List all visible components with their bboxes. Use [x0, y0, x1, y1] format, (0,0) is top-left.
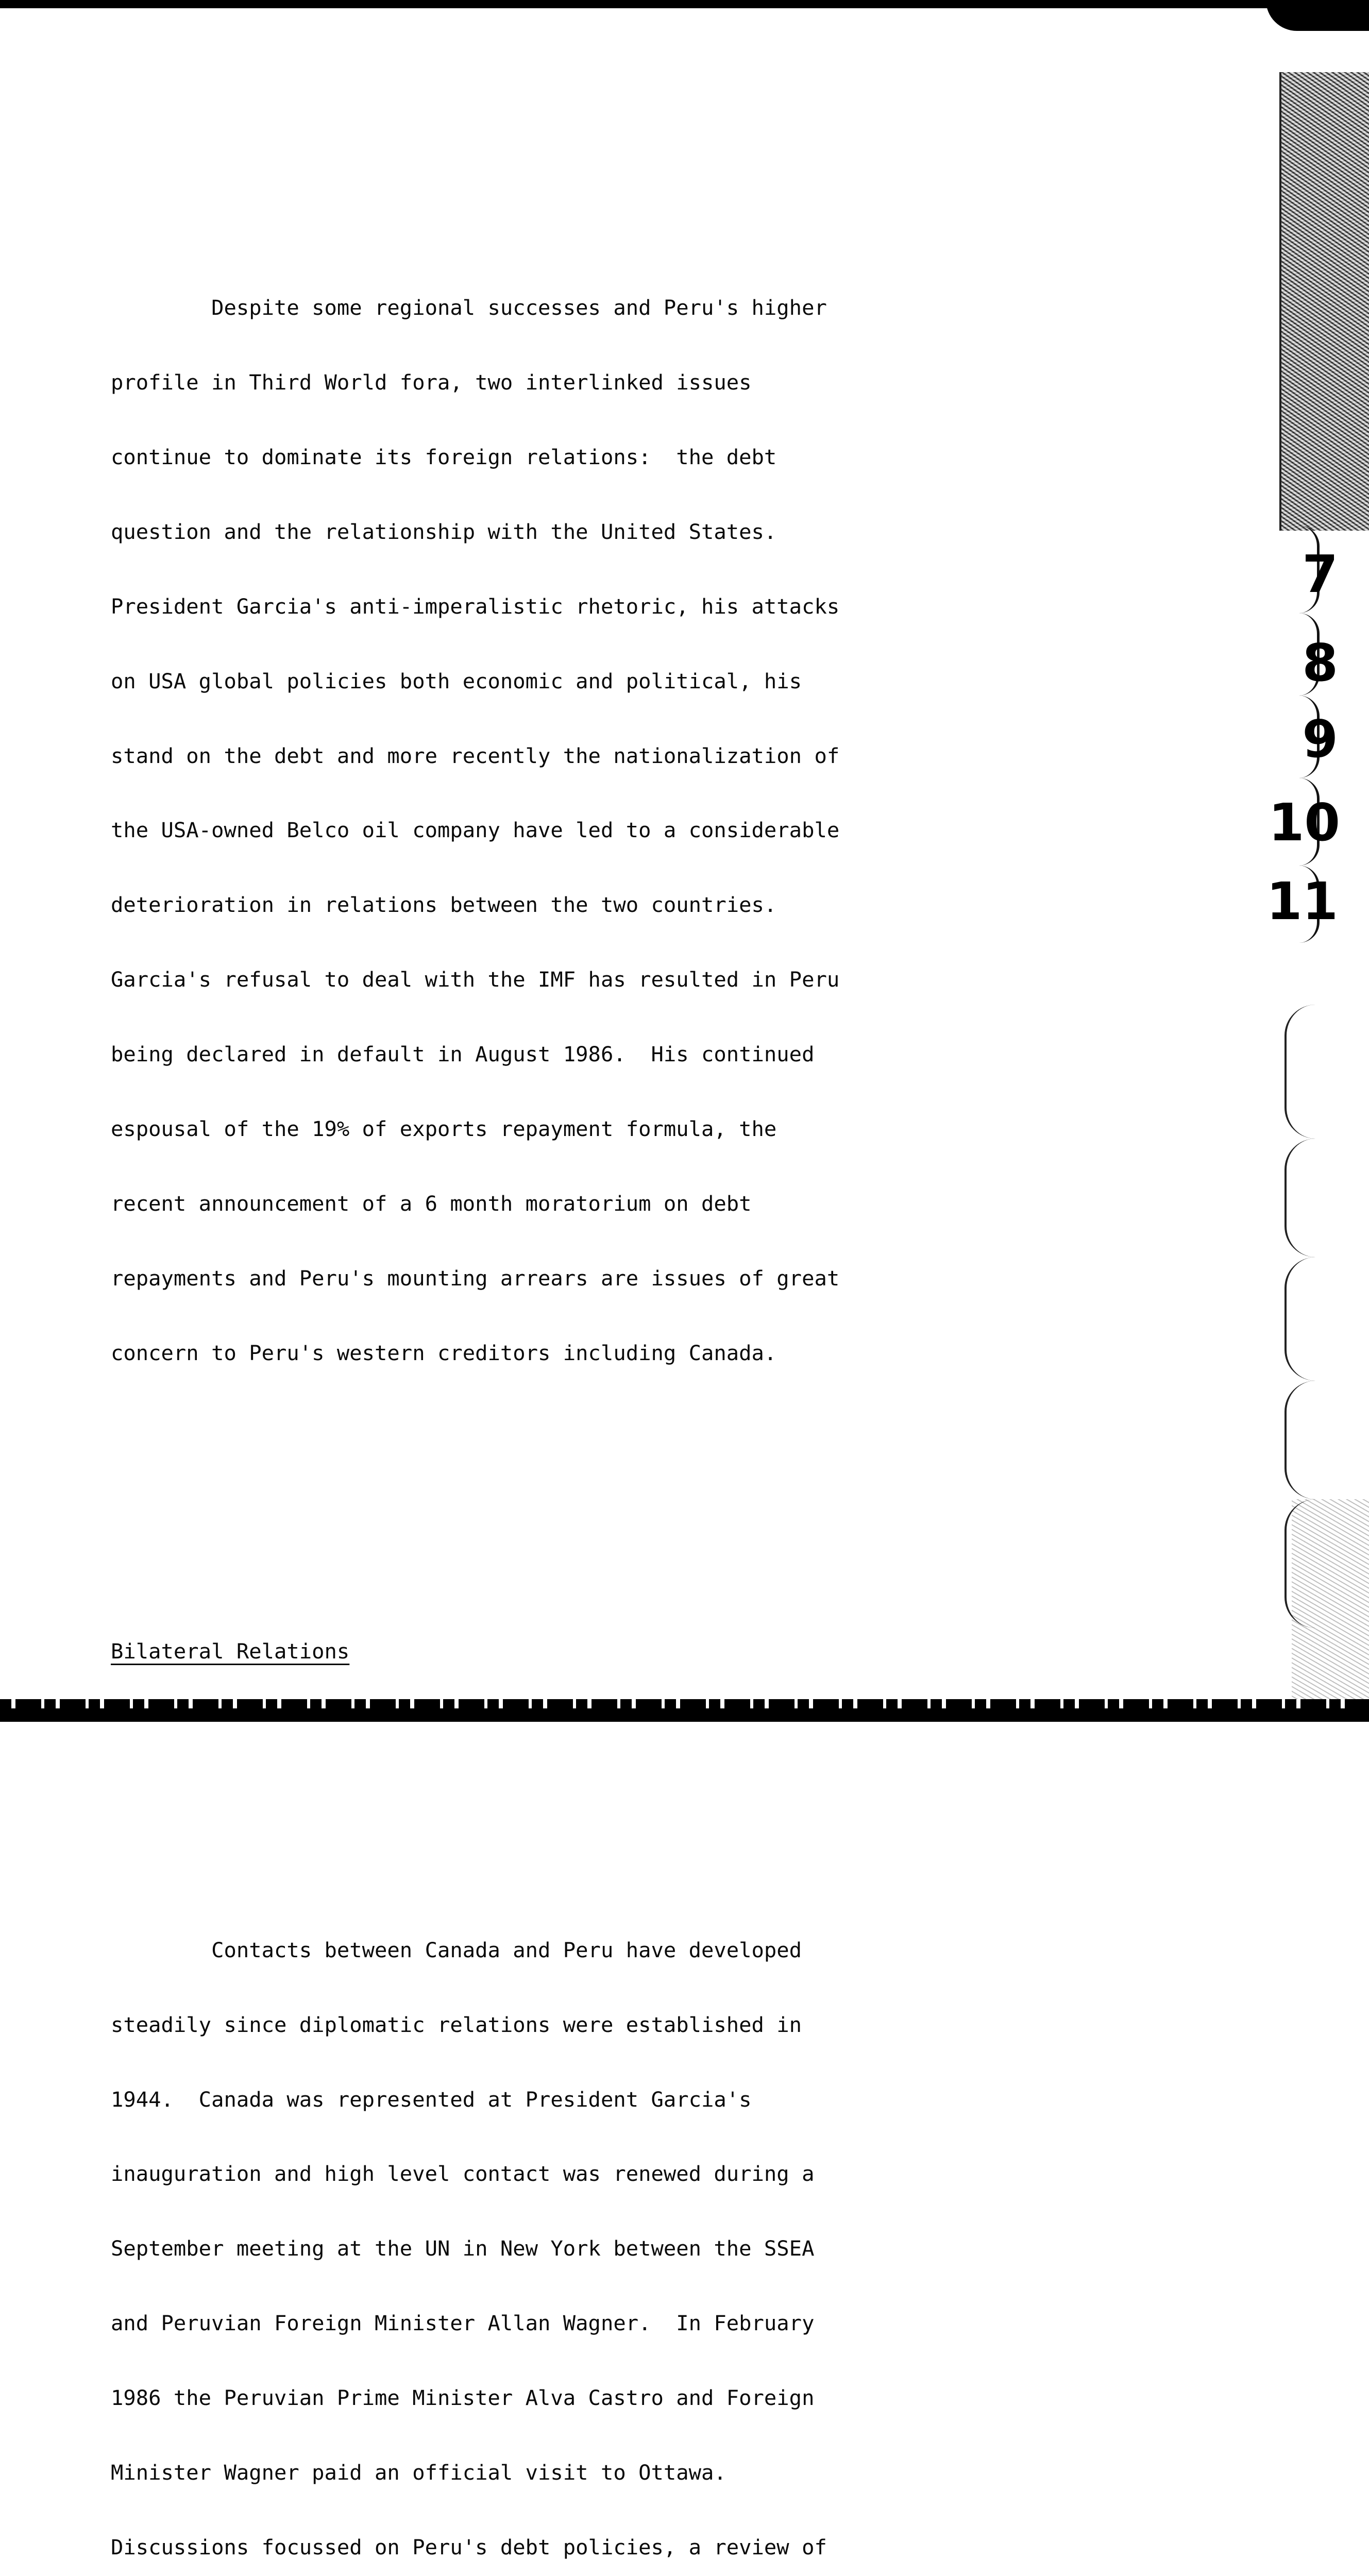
scan-border-top — [0, 0, 1369, 8]
scan-corner-top-right — [1266, 0, 1369, 31]
text-line: inauguration and high level contact was renewed during a — [111, 2161, 815, 2187]
text-line: 1944. Canada was represented at President Garcia's — [111, 2087, 752, 2112]
paragraph-gap — [111, 1788, 1018, 1813]
text-line: Minister Wagner paid an official visit to Ottawa. — [111, 2460, 726, 2485]
text-line: espousal of the 19% of exports repayment formula, the — [111, 1116, 777, 1141]
text-line: and Peruvian Foreign Minister Allan Wagner. In February — [111, 2311, 815, 2336]
text-line: being declared in default in August 1986. His continued — [111, 1042, 815, 1067]
section-heading: Bilateral Relations — [111, 1639, 350, 1664]
tab-label-8[interactable]: 8 — [1302, 633, 1338, 693]
text-line: 1986 the Peruvian Prime Minister Alva Castro and Foreign — [111, 2385, 815, 2411]
blank-tab-2 — [1285, 1139, 1348, 1257]
text-line: on USA global policies both economic and political, his — [111, 668, 802, 693]
tab-label-7[interactable]: 7 — [1302, 544, 1338, 604]
document-body — [111, 196, 1018, 2576]
tab-textured-section — [1279, 72, 1369, 531]
text-line: President Garcia's anti-imperalistic rhetoric, his attacks — [111, 594, 840, 619]
section-heading-row — [111, 1589, 1018, 1714]
text-line: September meeting at the UN in New York between the SSEA — [111, 2236, 815, 2261]
text-line: concern to Peru's western creditors including Canada. — [111, 1340, 777, 1365]
text-line: stand on the debt and more recently the nationalization of — [111, 743, 840, 768]
text-line: deterioration in relations between the two countries. — [111, 892, 777, 918]
scan-border-bottom — [0, 1708, 1369, 1722]
text-line: the USA-owned Belco oil company have led to a considerable — [111, 818, 840, 843]
text-line: Discussions focussed on Peru's debt policies, a review of — [111, 2534, 827, 2560]
blank-tab-1 — [1285, 1005, 1348, 1139]
paragraph-contacts — [111, 1888, 1018, 2576]
paragraph-debt-and-us-relations — [111, 246, 1018, 1415]
text-line: profile in Third World fora, two interlinked issues — [111, 370, 752, 395]
tab-label-10[interactable]: 10 — [1268, 792, 1340, 853]
text-line: repayments and Peru's mounting arrears are issues of great — [111, 1265, 840, 1291]
text-line: continue to dominate its foreign relations: the debt — [111, 444, 777, 469]
text-line: question and the relationship with the United States. — [111, 519, 777, 544]
tab-label-9[interactable]: 9 — [1302, 709, 1338, 769]
tab-label-11[interactable]: 11 — [1266, 871, 1338, 931]
blank-tab-4 — [1285, 1381, 1348, 1499]
scan-border-bottom-strip — [0, 1699, 1369, 1708]
text-line: steadily since diplomatic relations were established in — [111, 2012, 802, 2037]
tab-bottom-texture — [1292, 1499, 1369, 1716]
text-line: Garcia's refusal to deal with the IMF has resulted in Peru — [111, 967, 840, 992]
paragraph-gap — [111, 1489, 1018, 1514]
text-line: Contacts between Canada and Peru have developed — [111, 1937, 802, 1962]
blank-tab-3 — [1285, 1257, 1348, 1381]
text-line: Despite some regional successes and Peru's higher — [111, 295, 827, 320]
text-line: recent announcement of a 6 month moratorium on debt — [111, 1191, 752, 1216]
